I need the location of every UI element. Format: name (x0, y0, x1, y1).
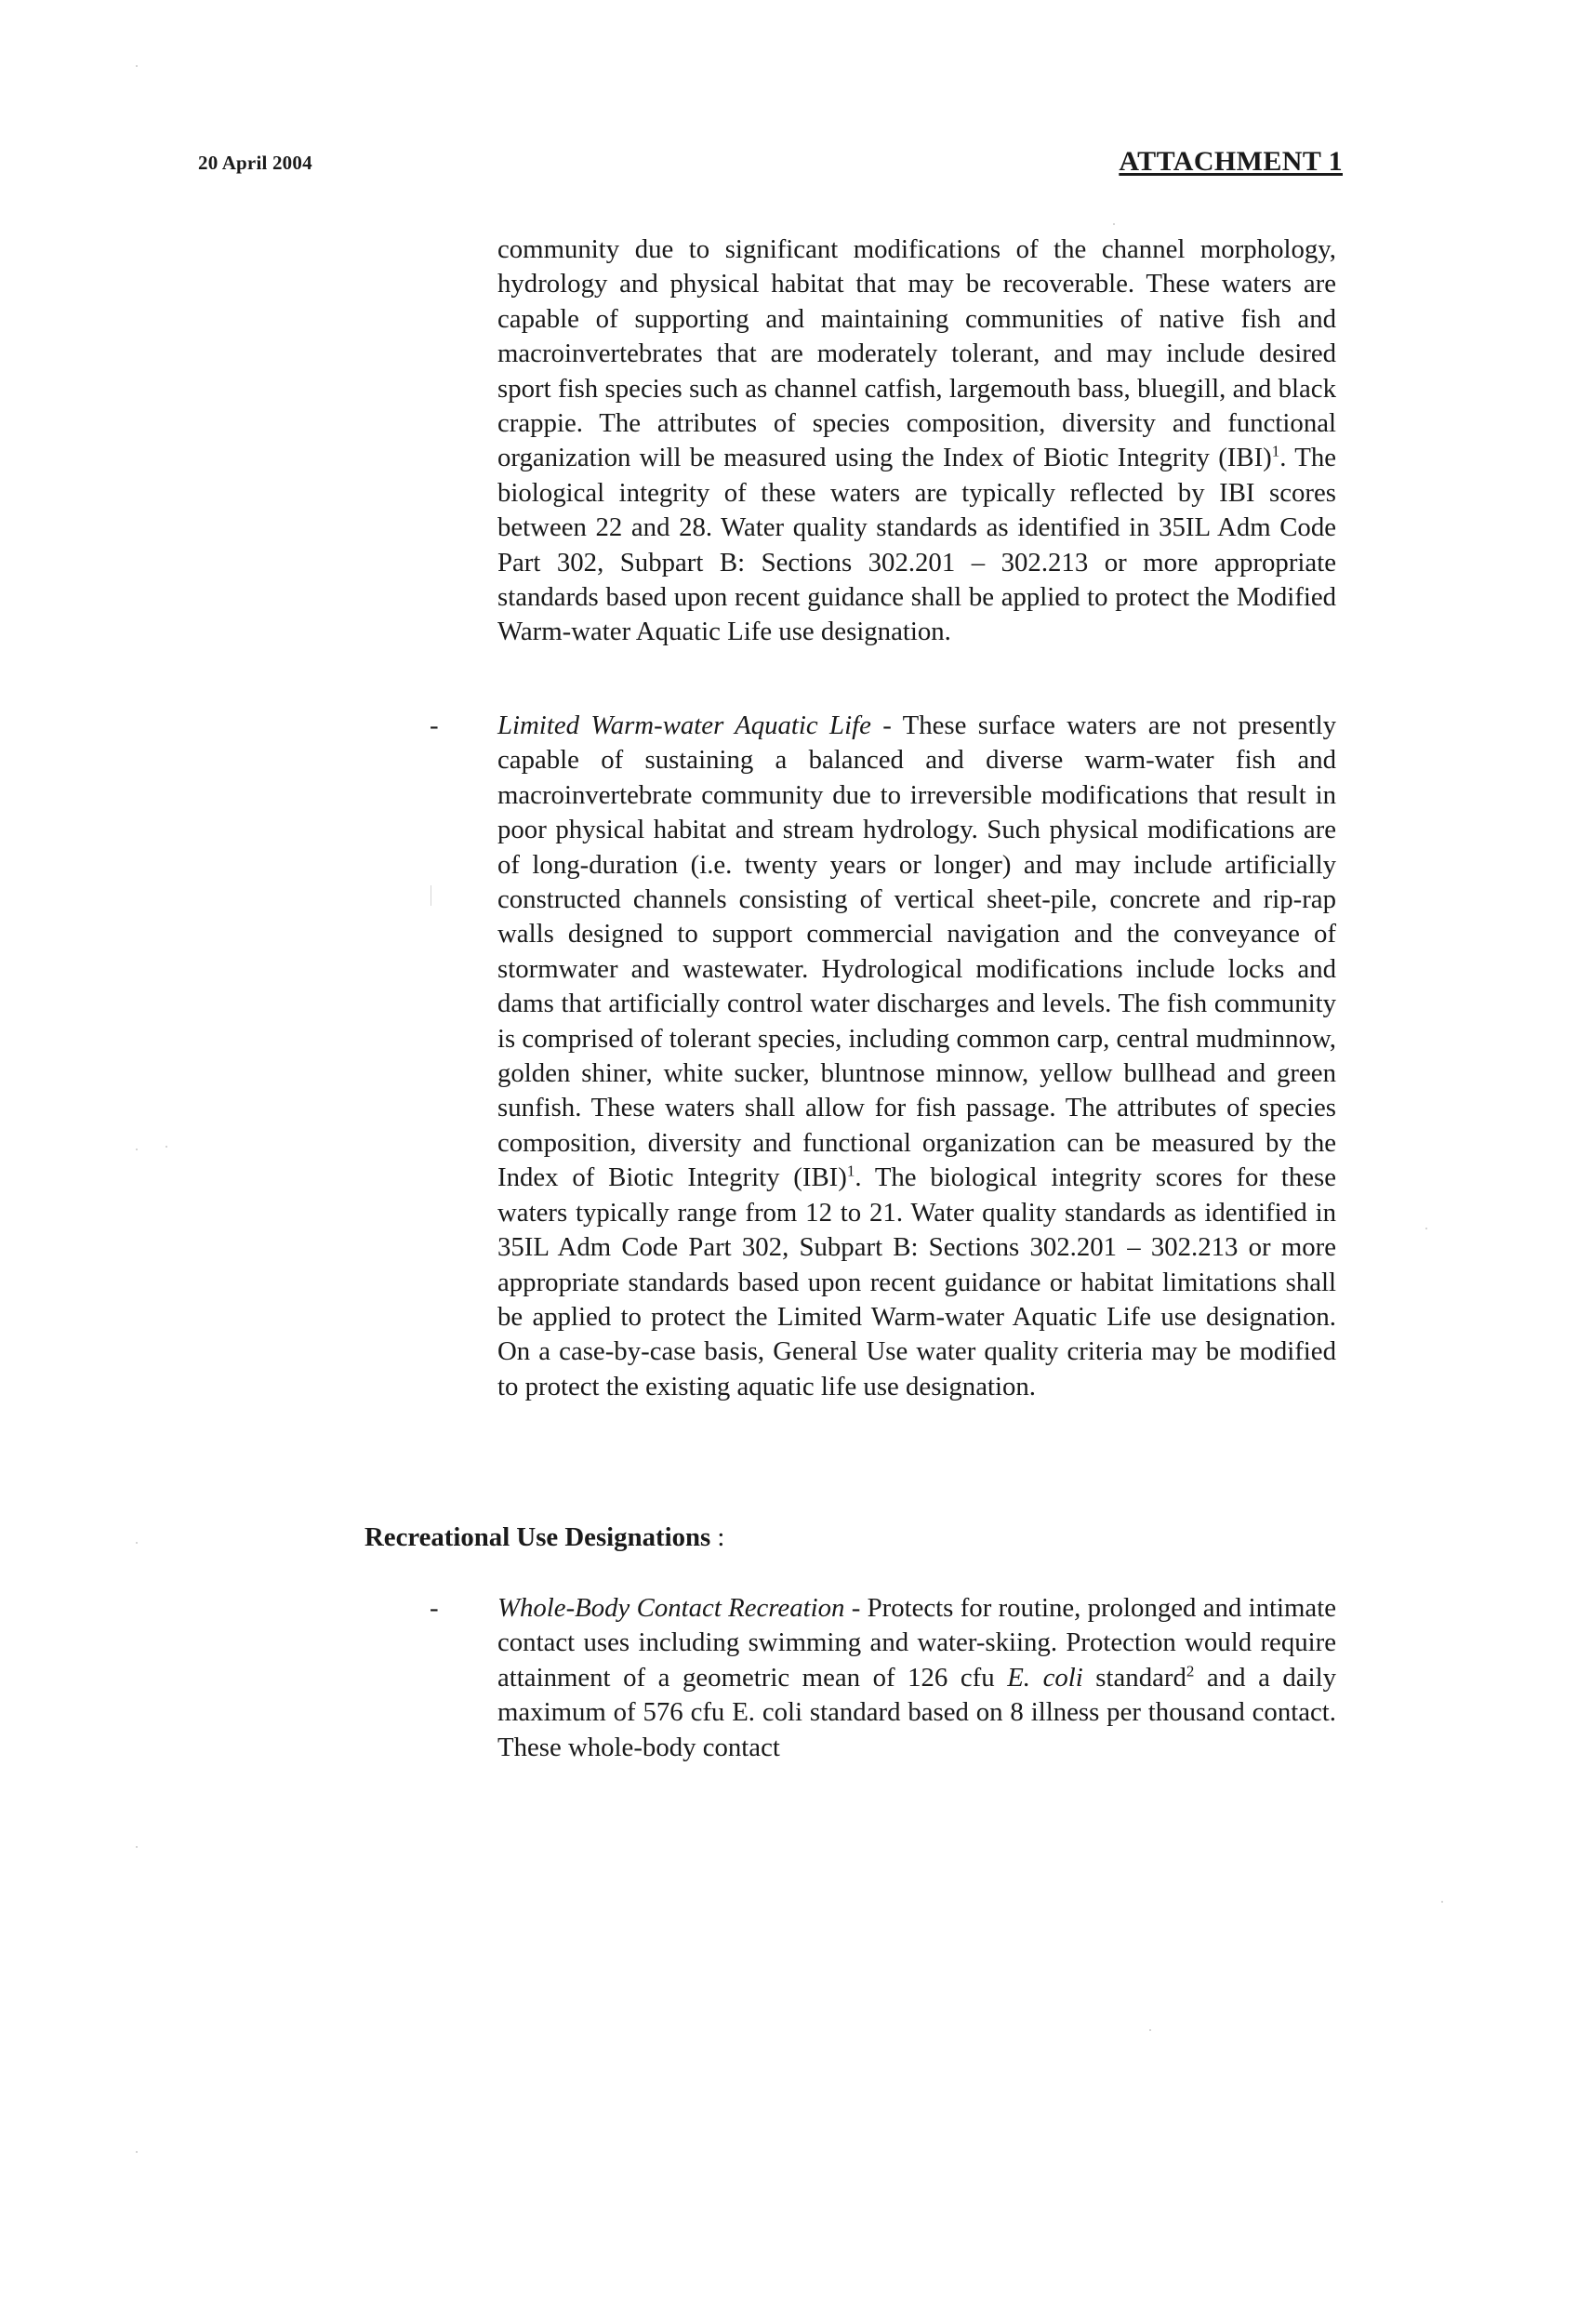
attachment-label: ATTACHMENT 1 (1119, 146, 1343, 177)
paragraph-text: - Protects for routine, prolonged and intimate contact uses including swimming and water-skiing. Protection would require attainment of a geometric mean of 126 cfu (497, 1593, 1336, 1693)
paragraph-whole-body-contact (497, 1591, 1336, 1765)
section-heading (364, 1521, 724, 1555)
list-bullet-dash: - (430, 710, 439, 740)
header-date: 20 April 2004 (198, 152, 312, 174)
paragraph-text: and a daily maximum of 576 cfu E. coli standard based on 8 illness per thousand contact. These whole-body contact (497, 1662, 1336, 1762)
paragraph-text: - These surface waters are not presently capable of sustaining a balanced and diverse warm-water fish and macroinvertebrate community due to irreversible modifications that result in poor physical habitat and stream hydrology. Such physical modifications are of long-duration (i.e. twenty years or longer) and may include artificially constructed channels consisting of vertical sheet-pile, concrete and rip-rap walls designed to support commercial navigation and the conveyance of stormwater and wastewater. Hydrological modifications include locks and dams that artificially control water discharges and levels. The fish community is comprised of tolerant species, including common carp, central mudminnow, golden shiner, white sucker, bluntnose minnow, yellow bullhead and green sunfish. These waters shall allow for fish passage. The attributes of species composition, diversity and functional organization can be measured by the Index of Biotic Integrity (IBI) (497, 710, 1336, 1193)
scan-artifact (166, 1146, 167, 1148)
paragraph-text: community due to significant modifications of the channel morphology, hydrology and physical habitat that may be recoverable. These waters are capable of supporting and maintaining communities of native fish and macroinvertebrates that are moderately tolerant, and may include desired sport fish species such as channel catfish, largemouth bass, bluegill, and black crappie. The attributes of species composition, diversity and functional organization will be measured using the Index of Biotic Integrity (IBI) (497, 234, 1336, 473)
paragraph-modified-warm-water (497, 232, 1336, 650)
footnote-ref: 2 (1186, 1662, 1195, 1680)
scan-artifact (1113, 223, 1115, 225)
scan-artifact (1149, 2029, 1151, 2031)
scan-artifact (1425, 1228, 1427, 1229)
scan-artifact (1441, 1901, 1443, 1903)
scan-artifact (136, 65, 138, 67)
scan-artifact (136, 1542, 138, 1544)
footnote-ref: 1 (846, 1162, 855, 1180)
paragraph-text: . The biological integrity scores for these waters typically range from 12 to 21. Water quality standards as identified in 35IL Adm Code Part 302, Subpart B: Sections 302.201 – 302.213 or more appropriate standards based upon recent guidance or habitat limitations shall be applied to protect the Limited Warm-water Aquatic Life use designation. On a case-by-case basis, General Use water quality criteria may be modified to protect the existing aquatic life use designation. (497, 1162, 1336, 1401)
scan-artifact (136, 1149, 138, 1150)
scan-artifact (136, 2151, 138, 2153)
heading-text: Recreational Use Designations (364, 1522, 711, 1552)
paragraph-limited-warm-water (497, 709, 1336, 1404)
footnote-ref: 1 (1271, 442, 1280, 460)
scan-artifact (136, 1846, 138, 1848)
heading-colon: : (710, 1522, 725, 1552)
term-title: Limited Warm-water Aquatic Life (497, 710, 871, 740)
paragraph-text: . The biological integrity of these waters are typically reflected by IBI scores between 22 and 28. Water quality standards as identified in 35IL Adm Code Part 302, Subpart B: Sections 302.201 – 302.213 or more appropriate standards based upon recent guidance shall be applied to protect the Modified Warm-water Aquatic Life use designation. (497, 443, 1336, 647)
term-title: Whole-Body Contact Recreation (497, 1593, 845, 1623)
species-name: E. coli (1007, 1662, 1083, 1693)
paragraph-text: standard (1082, 1662, 1186, 1693)
list-bullet-dash: - (430, 1593, 439, 1623)
